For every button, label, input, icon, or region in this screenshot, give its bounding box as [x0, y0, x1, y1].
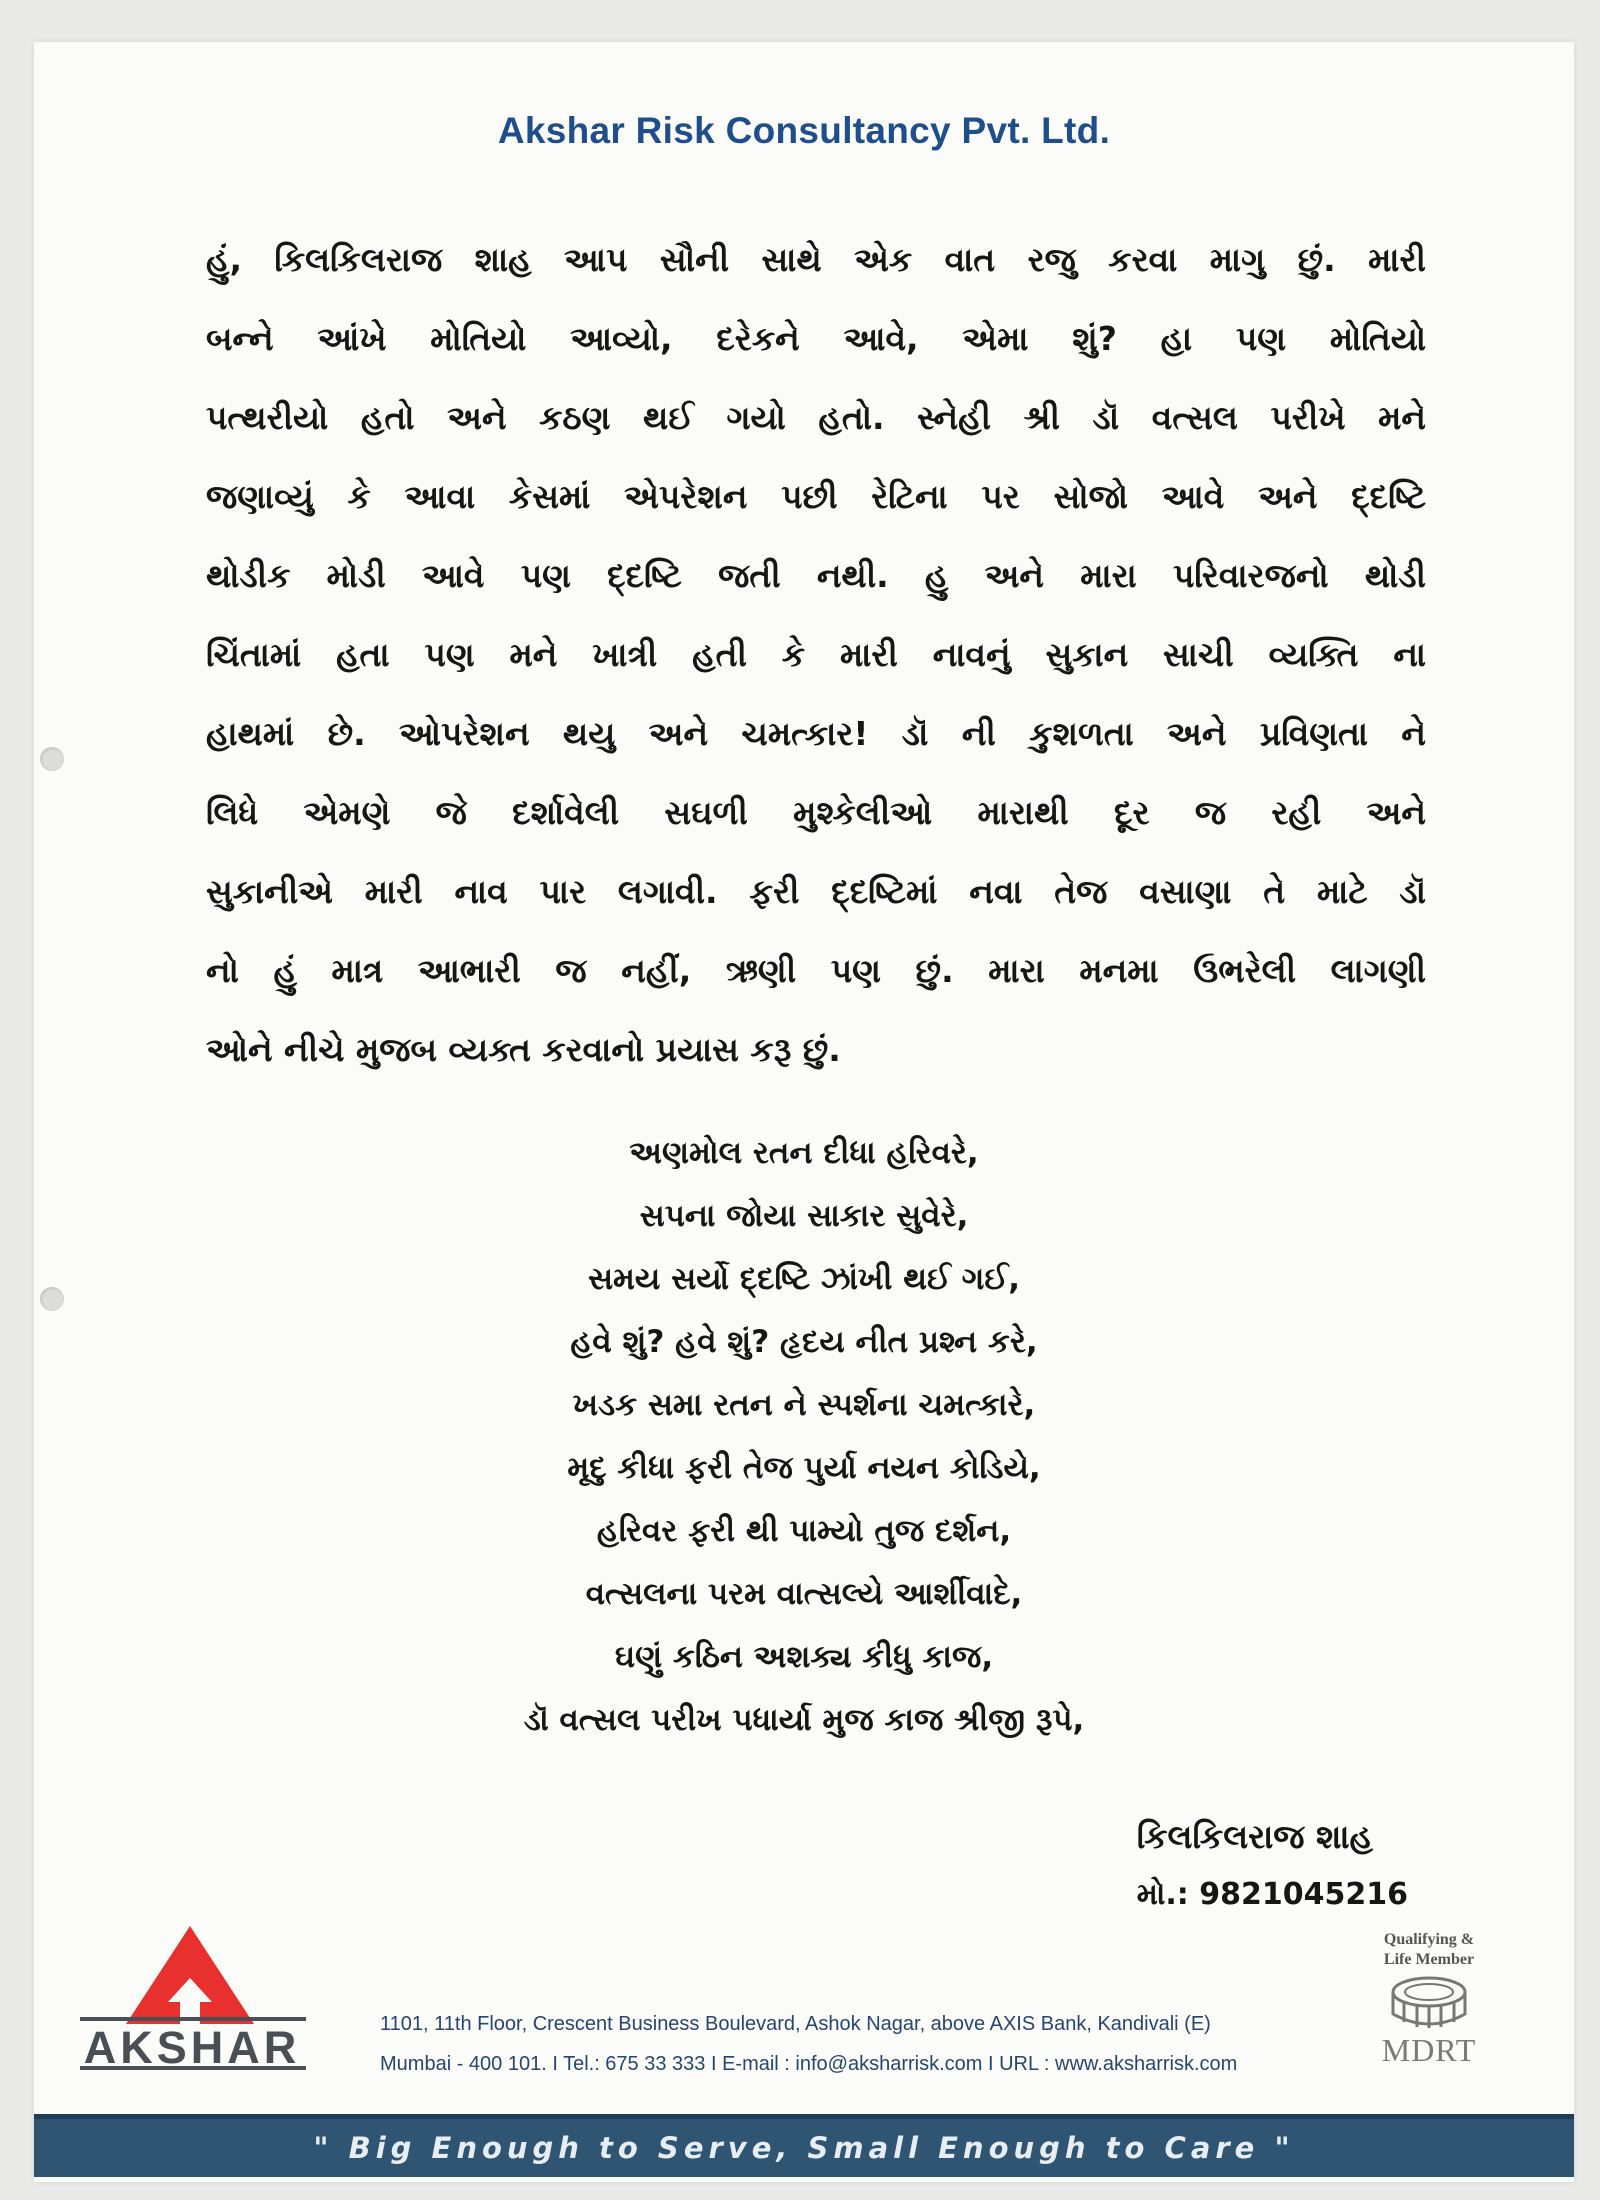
poem-line: હવે શું? હવે શું? હૃદય નીત પ્રશ્ન કરે, [570, 1324, 1038, 1360]
mdrt-emblem-icon [1384, 1970, 1474, 2032]
poem [34, 1122, 1574, 1752]
signature-name: કિલકિલરાજ શાહ [1136, 1817, 1373, 1856]
signature-block [1137, 1812, 1408, 1920]
logo-wordmark: AKSHAR [83, 2022, 301, 2073]
body-line: હું, કિલકિલરાજ શાહ આપ સૌની સાથે એક વાત રજુ કરવા માગુ છું. મારી [206, 240, 1426, 279]
signature-phone: મો.: 9821045216 [1136, 1877, 1408, 1912]
body-line: હાથમાં છે. ઓપરેશન થયુ અને ચમત્કાર! ડૉ ની કુશળતા અને પ્રવિણતા ને [206, 714, 1426, 753]
company-name-header: Akshar Risk Consultancy Pvt. Ltd. [497, 110, 1111, 151]
poem-line: ખડક સમા રતન ને સ્પર્શના ચમત્કારે, [572, 1387, 1036, 1423]
letter-page [34, 42, 1574, 2182]
poem-line: વત્સલના પરમ વાત્સલ્યે આર્શીવાદે, [585, 1576, 1023, 1612]
body-line: થોડીક મોડી આવે પણ દ્દષ્ટિ જતી નથી. હુ અને મારા પરિવારજનો થોડી [206, 556, 1426, 595]
poem-line: ઘણું કઠિન અશક્ય કીધુ કાજ, [614, 1639, 994, 1675]
mdrt-wordmark: MDRT [1381, 2032, 1477, 2068]
tagline-bar [34, 2114, 1574, 2177]
company-address [380, 2004, 1237, 2084]
poem-line: સપના જોયા સાકાર સુવેરે, [639, 1198, 969, 1234]
poem-line: અણમોલ રતન દીધા હરિવરે, [629, 1135, 979, 1171]
tagline: " Big Enough to Serve, Small Enough to Care " [313, 2131, 1295, 2165]
poem-line: મૃદુ કીધા ફરી તેજ પુર્યા નયન કોડિયે, [567, 1450, 1041, 1486]
body-line: નો હું માત્ર આભારી જ નહીં, ઋણી પણ છું. મારા મનમા ઉભરેલી લાગણી [206, 951, 1426, 990]
contact-line: Mumbai - 400 101. I Tel.: 675 33 333 I E-mail : info@aksharrisk.com I URL : www.aksharrisk.com [380, 2053, 1238, 2075]
address-line: 1101, 11th Floor, Crescent Business Boulevard, Ashok Nagar, above AXIS Bank, Kandivali (E) [380, 2013, 1211, 2035]
punch-hole [40, 747, 64, 771]
mdrt-badge [1354, 1930, 1504, 2069]
poem-line: ડૉ વત્સલ પરીખ પધાર્યા મુજ કાજ શ્રીજી રૂપે, [523, 1702, 1085, 1738]
poem-line: હરિવર ફરી થી પામ્યો તુજ દર્શન, [596, 1513, 1012, 1549]
body-line: સુકાનીએ મારી નાવ પાર લગાવી. ફરી દ્દષ્ટિમાં નવા તેજ વસાણા તે માટે ડૉ [206, 872, 1426, 911]
mdrt-label: Qualifying & [1383, 1931, 1475, 1948]
body-line: જણાવ્યું કે આવા કેસમાં એપરેશન પછી રેટિના પર સોજો આવે અને દ્દષ્ટિ [206, 477, 1426, 516]
letter-body [206, 220, 1426, 1089]
poem-line: સમય સર્યો દ્દષ્ટિ ઝાંખી થઈ ગઈ, [587, 1261, 1021, 1297]
body-line: ચિંતામાં હતા પણ મને ખાત્રી હતી કે મારી નાવનું સુકાન સાચી વ્યક્તિ ના [206, 635, 1426, 674]
body-line: બન્ને આંખે મોતિયો આવ્યો, દરેકને આવે, એમા શું? હા પણ મોતિયો [206, 319, 1426, 358]
body-line: લિધે એમણે જે દર્શાવેલી સઘળી મુશ્કેલીઓ મારાથી દૂર જ રહી અને [206, 793, 1426, 832]
body-line: પત્થરીયો હતો અને કઠણ થઈ ગયો હતો. સ્નેહી શ્રી ડૉ વત્સલ પરીખે મને [206, 398, 1426, 437]
mdrt-label: Life Member [1383, 1951, 1475, 1968]
body-line: ઓને નીચે મુજબ વ્યક્ત કરવાનો પ્રયાસ કરૂ છું. [206, 1030, 841, 1069]
logo-top-rule [80, 2017, 306, 2021]
